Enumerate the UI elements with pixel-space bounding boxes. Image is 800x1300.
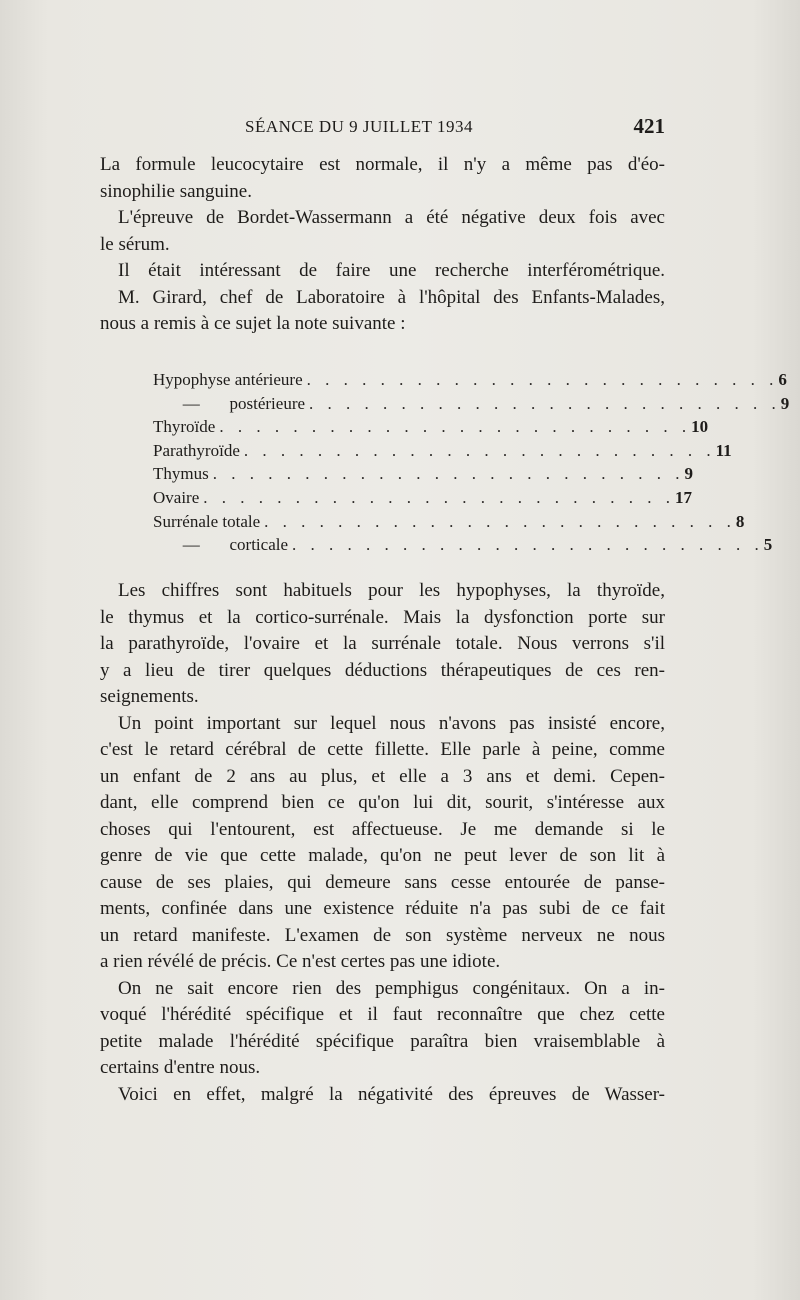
row-label: — postérieure — [153, 393, 306, 413]
row-value: 9 — [684, 464, 693, 484]
leader-dots: . . . . . . . . . . . . . . . . . . . . . . . . . . — [309, 393, 781, 413]
leader-dots: . . . . . . . . . . . . . . . . . . . . . . . . . . — [212, 464, 685, 484]
text-line: choses qui l'entourent, est affectueuse. Je me demande si le — [100, 818, 665, 840]
text-line: Voici en effet, malgré la négativité des épreuves de Wasser- — [118, 1083, 665, 1105]
text-line: voqué l'hérédité spécifique et il faut reconnaître que chez cette — [100, 1004, 665, 1025]
text-line: petite malade l'hérédité spécifique paraîtra bien vraisemblable à — [100, 1030, 665, 1052]
text-line: La formule leucocytaire est normale, il n'y a même pas d'éo- — [100, 154, 665, 175]
leader-dots: . . . . . . . . . . . . . . . . . . . . . . . . . . — [243, 440, 716, 460]
row-label: Ovaire — [153, 487, 200, 507]
page-number: 421 — [633, 114, 665, 138]
text-line: sinophilie sanguine. — [100, 180, 252, 202]
running-head: SÉANCE DU 9 JUILLET 1934 — [245, 117, 473, 136]
leader-dots: . . . . . . . . . . . . . . . . . . . . . . . . . . — [306, 370, 779, 389]
row-label: Thyroïde — [153, 417, 216, 437]
row-value: 5 — [763, 535, 773, 555]
row-label: Thymus — [153, 464, 209, 484]
text-line: c'est le retard cérébral de cette fillette. Elle parle à peine, comme — [100, 739, 665, 760]
text-line: y a lieu de tirer quelques déductions thérapeutiques de ces ren- — [100, 659, 665, 681]
row-label: Surrénale totale — [153, 511, 261, 531]
row-label: — corticale — [153, 535, 289, 555]
text-line: Un point important sur lequel nous n'avons pas insisté encore, — [118, 712, 665, 734]
text-line: M. Girard, chef de Laboratoire à l'hôpital des Enfants-Malades, — [118, 286, 665, 308]
page-header — [100, 114, 665, 144]
table-row — [153, 392, 790, 416]
text-line: genre de vie que cette malade, qu'on ne peut lever de son lit à — [100, 845, 665, 866]
text-line: le sérum. — [100, 233, 170, 255]
row-value: 8 — [735, 511, 745, 531]
text-line: certains d'entre nous. — [100, 1057, 261, 1078]
leader-dots: . . . . . . . . . . . . . . . . . . . . . . . . . . — [219, 417, 692, 437]
text-line: a rien révélé de précis. Ce n'est certes pas une idiote. — [100, 951, 501, 972]
row-value: 6 — [778, 370, 787, 389]
text-line: seignements. — [100, 686, 199, 707]
row-value: 17 — [675, 487, 693, 507]
text-line: un enfant de 2 ans au plus, et elle a 3 ans et demi. Cepen- — [100, 765, 665, 787]
intro-text — [100, 152, 665, 338]
text-line: ments, confinée dans une existence réduite n'a pas subi de ce fait — [100, 898, 665, 919]
table-row — [153, 533, 773, 557]
text-line: un retard manifeste. L'examen de son système nerveux ne nous — [100, 924, 665, 946]
text-line: On ne sait encore rien des pemphigus congénitaux. On a in- — [118, 977, 665, 999]
leader-dots: . . . . . . . . . . . . . . . . . . . . . . . . . . — [292, 535, 764, 555]
table-row — [153, 415, 709, 439]
text-line: la parathyroïde, l'ovaire et la surrénale totale. Nous verrons s'il — [100, 633, 665, 654]
text-line: le thymus et la cortico-surrénale. Mais la dysfonction porte sur — [100, 606, 665, 628]
body-text — [100, 578, 665, 1108]
table-row — [153, 368, 787, 392]
text-line: Il était intéressant de faire une recherche interférométrique. — [118, 260, 665, 281]
leader-dots: . . . . . . . . . . . . . . . . . . . . . . . . . . — [203, 487, 676, 507]
text-line: dant, elle comprend bien ce qu'on lui dit, sourit, s'intéresse aux — [100, 792, 665, 813]
text-line: nous a remis à ce sujet la note suivante : — [100, 313, 406, 334]
row-value: 9 — [780, 393, 790, 413]
text-line: L'épreuve de Bordet-Wassermann a été négative deux fois avec — [118, 207, 665, 228]
table-row — [153, 462, 693, 486]
interferometry-table — [153, 368, 790, 557]
text-line: Les chiffres sont habituels pour les hypophyses, la thyroïde, — [118, 580, 665, 601]
text-line: cause de ses plaies, qui demeure sans cesse entourée de panse- — [100, 871, 665, 893]
row-label: Hypophyse antérieure — [153, 370, 303, 389]
row-value: 10 — [691, 417, 709, 437]
table-row — [153, 439, 732, 463]
leader-dots: . . . . . . . . . . . . . . . . . . . . . . . . . . — [264, 511, 736, 531]
table-row — [153, 486, 693, 510]
row-value: 11 — [715, 440, 732, 460]
row-label: Parathyroïde — [153, 440, 240, 460]
table-row — [153, 510, 745, 534]
